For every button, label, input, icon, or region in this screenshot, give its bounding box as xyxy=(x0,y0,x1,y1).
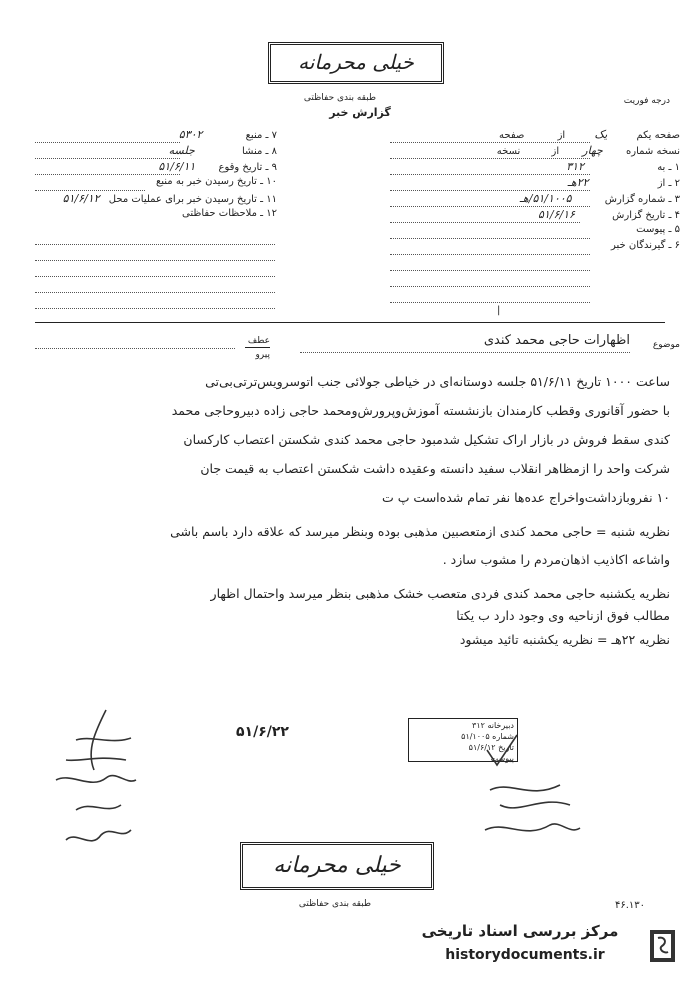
bottom-classification-caption: طبقه بندی حفاظتی xyxy=(298,899,372,909)
dotted-line xyxy=(35,348,235,349)
handwritten-initials xyxy=(470,770,590,850)
separator-rule xyxy=(35,322,665,323)
field-label: ۶ ـ گیرندگان خبر xyxy=(610,240,680,251)
dotted-line xyxy=(390,254,590,255)
field-suffix: نسخه xyxy=(496,146,521,157)
dotted-line xyxy=(390,222,580,223)
field-middle: از xyxy=(551,146,560,157)
archive-watermark-url: historydocuments.ir xyxy=(445,947,605,963)
field-value: ۳۱۲ xyxy=(566,160,584,173)
dotted-line xyxy=(390,206,590,207)
field-value: جلسه xyxy=(168,144,195,157)
classification-caption: طبقه بندی حفاظتی xyxy=(303,93,377,103)
field-label: ۴ ـ تاریخ گزارش xyxy=(612,210,680,221)
field-label: صفحه یکم xyxy=(636,130,680,141)
archive-watermark-name: مرکز بررسی اسناد تاریخی xyxy=(421,922,619,940)
bottom-classification-stamp: خیلی محرمانه xyxy=(240,842,434,890)
receipt-line: تاریخ ۵۱/۶/۱۲ xyxy=(468,743,514,752)
body-line: با حضور آقانوری وقطب کارمندان بازنشسته آموزش‌وپرورش‌ومحمد حاجی زاده دبیروحاجی محمد xyxy=(171,403,670,418)
report-title: گزارش خبر xyxy=(329,106,391,119)
field-suffix: صفحه xyxy=(499,130,525,141)
ref-rule xyxy=(245,347,270,348)
dotted-line xyxy=(390,286,590,287)
receipt-line: شماره ۵۱/۱۰۰۵ xyxy=(461,732,514,741)
field-value: ۵۱/۱۰۰۵/هـ xyxy=(519,192,572,205)
field-label: ۵ ـ پیوست xyxy=(636,224,680,235)
body-line: مطالب فوق ازناحیه وی وجود دارد ب یکتا xyxy=(456,608,670,623)
field-value: چهار xyxy=(582,144,603,157)
dotted-line xyxy=(35,142,180,143)
dotted-line xyxy=(35,174,180,175)
priority-label: درجه فوریت xyxy=(623,96,670,106)
form-code: ۴۶.۱۳۰ xyxy=(615,900,646,911)
right-fields xyxy=(390,128,680,256)
field-label: ۱۱ ـ تاریخ رسیدن خبر برای عملیات محل xyxy=(108,194,277,205)
body-line: ساعت ۱۰۰۰ تاریخ ۵۱/۶/۱۱ جلسه دوستانه‌ای در خیاطی جولائی جنب اتوسرویس‌ترتی‌بی‌تی xyxy=(205,374,670,389)
left-field-row xyxy=(15,192,277,208)
body-line: واشاعه اکاذیب اذهان‌مردم را مشوب سازد . xyxy=(442,552,670,567)
field-middle: از xyxy=(557,130,566,141)
subject-underline xyxy=(300,352,630,353)
dotted-line xyxy=(35,276,275,277)
archive-logo-icon xyxy=(640,922,685,970)
top-classification-stamp: خیلی محرمانه xyxy=(268,42,444,84)
handwritten-mark xyxy=(482,730,522,770)
left-field-row xyxy=(15,208,277,224)
body-line: شرکت واحد را ازمظاهر انقلاب سفید دانسته وعقیده داشت شکستن اعتصاب به قیمت جان xyxy=(200,461,670,476)
field-label: ۱۰ ـ تاریخ رسیدن خبر به منبع xyxy=(155,176,277,187)
field-label: ۹ ـ تاریخ وقوع xyxy=(218,162,277,173)
dotted-line xyxy=(35,292,275,293)
subject-value: اظهارات حاجی محمد کندی xyxy=(483,333,630,348)
dotted-line xyxy=(390,302,590,303)
field-value: ۵۱/۶/۱۶ xyxy=(538,208,575,221)
field-label: ۳ ـ شماره گزارش xyxy=(604,194,680,205)
dotted-line xyxy=(390,158,590,159)
dotted-line xyxy=(35,158,180,159)
field-value: ۲۲هـ xyxy=(567,176,589,189)
separator-mark: | xyxy=(497,305,501,316)
follow-up-label: پیرو xyxy=(255,350,270,360)
body-line: نظریه یکشنبه حاجی محمد کندی فردی متعصب خشک مذهبی بنظر میرسد واحتمال اظهار xyxy=(210,586,670,601)
dotted-line xyxy=(35,190,145,191)
handwritten-signature xyxy=(36,700,146,870)
field-label: ۸ ـ منشا xyxy=(241,146,277,157)
field-label: ۱۲ ـ ملاحظات حفاظتی xyxy=(182,208,277,219)
body-line: نظریه ۲۲هـ = نظریه یکشنبه تائید میشود xyxy=(459,632,670,647)
dotted-line xyxy=(35,244,275,245)
dotted-line xyxy=(390,174,590,175)
dotted-line xyxy=(390,238,590,239)
field-value: ۵۱/۶/۱۲ xyxy=(62,192,100,205)
body-line: کندی سقط فروش در بازار اراک تشکیل شدمبود حاجی محمد کندی شکستن اعتصاب کارکسان xyxy=(183,432,670,447)
field-label: نسخه شماره xyxy=(626,146,680,157)
subject-label: موضوع xyxy=(652,340,680,350)
date-stamp: ۵۱/۶/۲۲ xyxy=(236,724,289,740)
receipt-line: پیوست xyxy=(490,754,514,763)
body-line: نظریه شنبه = حاجی محمد کندی ازمتعصبین مذهبی بوده وبنظر میرسد که علاقه دارد باسم باشی xyxy=(170,524,670,539)
field-value: ۵۱/۶/۱۱ xyxy=(158,160,196,173)
field-value: ۵۳۰۲ xyxy=(178,128,203,141)
field-label: ۱ ـ به xyxy=(657,162,680,173)
dotted-line xyxy=(35,308,275,309)
dotted-line xyxy=(390,190,590,191)
reference-label: عطف xyxy=(247,336,270,346)
field-value: یک xyxy=(594,128,608,141)
dotted-line xyxy=(390,270,590,271)
body-line: ۱۰ نفروبازداشت‌واخراج عده‌ها نفر تمام شده‌است پ ت xyxy=(381,490,670,505)
field-label: ۲ ـ از xyxy=(657,178,680,189)
field-label: ۷ ـ منبع xyxy=(245,130,277,141)
report-body xyxy=(40,374,670,656)
dotted-line xyxy=(390,142,590,143)
receipt-line: دبیرخانه ۳۱۲ xyxy=(472,721,514,730)
dotted-line xyxy=(35,260,275,261)
